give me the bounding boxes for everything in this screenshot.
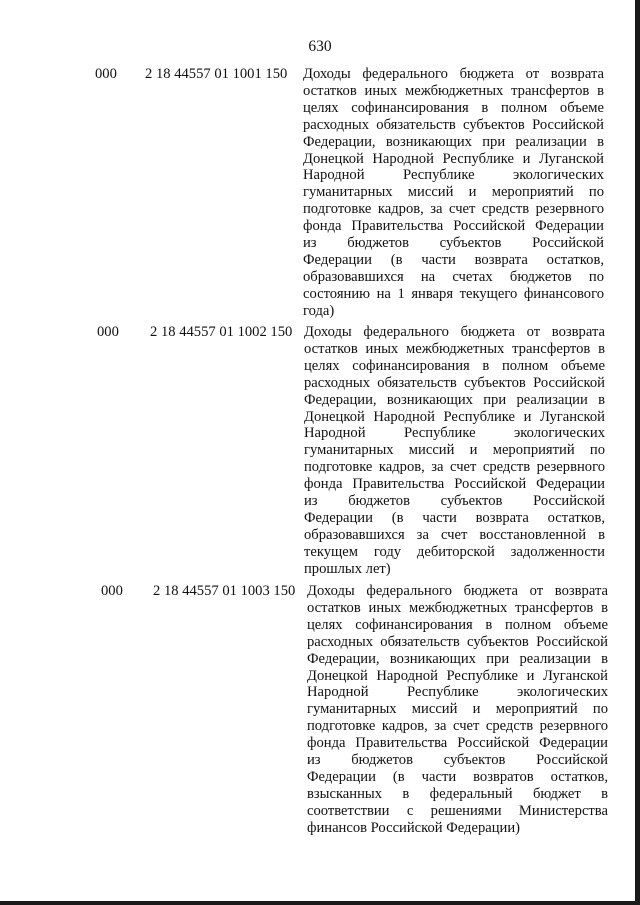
admin-code: 000 bbox=[97, 324, 119, 340]
budget-classification-code: 2 18 44557 01 1001 150 bbox=[145, 66, 288, 82]
description-line: образовавшихся за счет восстановленной в bbox=[304, 526, 605, 543]
description-line: гуманитарных миссий и мероприятий по bbox=[307, 701, 608, 718]
scan-edge-bottom bbox=[0, 901, 640, 905]
description-line: фонда Правительства Российской Федерации bbox=[304, 476, 605, 493]
description-line: образовавшихся на счетах бюджетов по bbox=[303, 268, 604, 285]
description-line: Донецкой Народной Республике и Луганской bbox=[303, 150, 604, 167]
admin-code: 000 bbox=[101, 583, 123, 599]
description-line: года) bbox=[303, 302, 335, 319]
description-line: расходных обязательств субъектов Российской bbox=[304, 374, 605, 391]
description-line: прошлых лет) bbox=[304, 560, 391, 577]
description-line: из бюджетов субъектов Российской bbox=[307, 752, 608, 769]
description-line: целях софинансирования в полном объеме bbox=[303, 99, 604, 116]
description-line: фонда Правительства Российской Федерации bbox=[307, 735, 608, 752]
row-description bbox=[304, 324, 605, 578]
description-line: Федерации, возникающих при реализации в bbox=[304, 391, 605, 408]
page-number: 630 bbox=[308, 38, 332, 55]
admin-code: 000 bbox=[95, 66, 117, 82]
description-line: Народной Республике экологических bbox=[303, 167, 604, 184]
description-line: целях софинансирования в полном объеме bbox=[304, 357, 605, 374]
description-line: Донецкой Народной Республике и Луганской bbox=[304, 408, 605, 425]
scan-edge-right bbox=[635, 0, 640, 905]
budget-classification-code: 2 18 44557 01 1002 150 bbox=[150, 324, 293, 340]
description-line: Доходы федерального бюджета от возврата bbox=[304, 324, 605, 340]
description-line: Доходы федерального бюджета от возврата bbox=[303, 66, 604, 82]
description-line: остатков иных межбюджетных трансфертов в bbox=[304, 340, 605, 357]
description-line: остатков иных межбюджетных трансфертов в bbox=[307, 599, 608, 616]
description-line: Федерации (в части возврата остатков, bbox=[304, 509, 605, 526]
description-line: Донецкой Народной Республике и Луганской bbox=[307, 667, 608, 684]
description-line: расходных обязательств субъектов Российской bbox=[307, 633, 608, 650]
row-description bbox=[307, 583, 608, 837]
description-line: подготовке кадров, за счет средств резервного bbox=[304, 459, 605, 476]
description-line: Федерации (в части возврата остатков, bbox=[303, 251, 604, 268]
budget-classification-code: 2 18 44557 01 1003 150 bbox=[153, 583, 296, 599]
description-line: Федерации, возникающих при реализации в bbox=[303, 133, 604, 150]
description-line: гуманитарных миссий и мероприятий по bbox=[303, 184, 604, 201]
description-line: подготовке кадров, за счет средств резервного bbox=[303, 201, 604, 218]
description-line: гуманитарных миссий и мероприятий по bbox=[304, 442, 605, 459]
description-line: из бюджетов субъектов Российской bbox=[303, 235, 604, 252]
description-line: взысканных в федеральный бюджет в bbox=[307, 785, 608, 802]
description-line: подготовке кадров, за счет средств резервного bbox=[307, 718, 608, 735]
description-line: состоянию на 1 января текущего финансового bbox=[303, 285, 604, 302]
row-description bbox=[303, 66, 604, 320]
description-line: соответствии с решениями Министерства bbox=[307, 802, 608, 819]
description-line: Федерации (в части возвратов остатков, bbox=[307, 768, 608, 785]
description-line: фонда Правительства Российской Федерации bbox=[303, 218, 604, 235]
description-line: остатков иных межбюджетных трансфертов в bbox=[303, 82, 604, 99]
description-line: текущем году дебиторской задолженности bbox=[304, 543, 605, 560]
description-line: расходных обязательств субъектов Российской bbox=[303, 116, 604, 133]
description-line: Народной Республике экологических bbox=[307, 684, 608, 701]
description-line: из бюджетов субъектов Российской bbox=[304, 493, 605, 510]
description-line: Федерации, возникающих при реализации в bbox=[307, 650, 608, 667]
description-line: финансов Российской Федерации) bbox=[307, 819, 521, 836]
description-line: Народной Республике экологических bbox=[304, 425, 605, 442]
description-line: целях софинансирования в полном объеме bbox=[307, 616, 608, 633]
description-line: Доходы федерального бюджета от возврата bbox=[307, 583, 608, 599]
